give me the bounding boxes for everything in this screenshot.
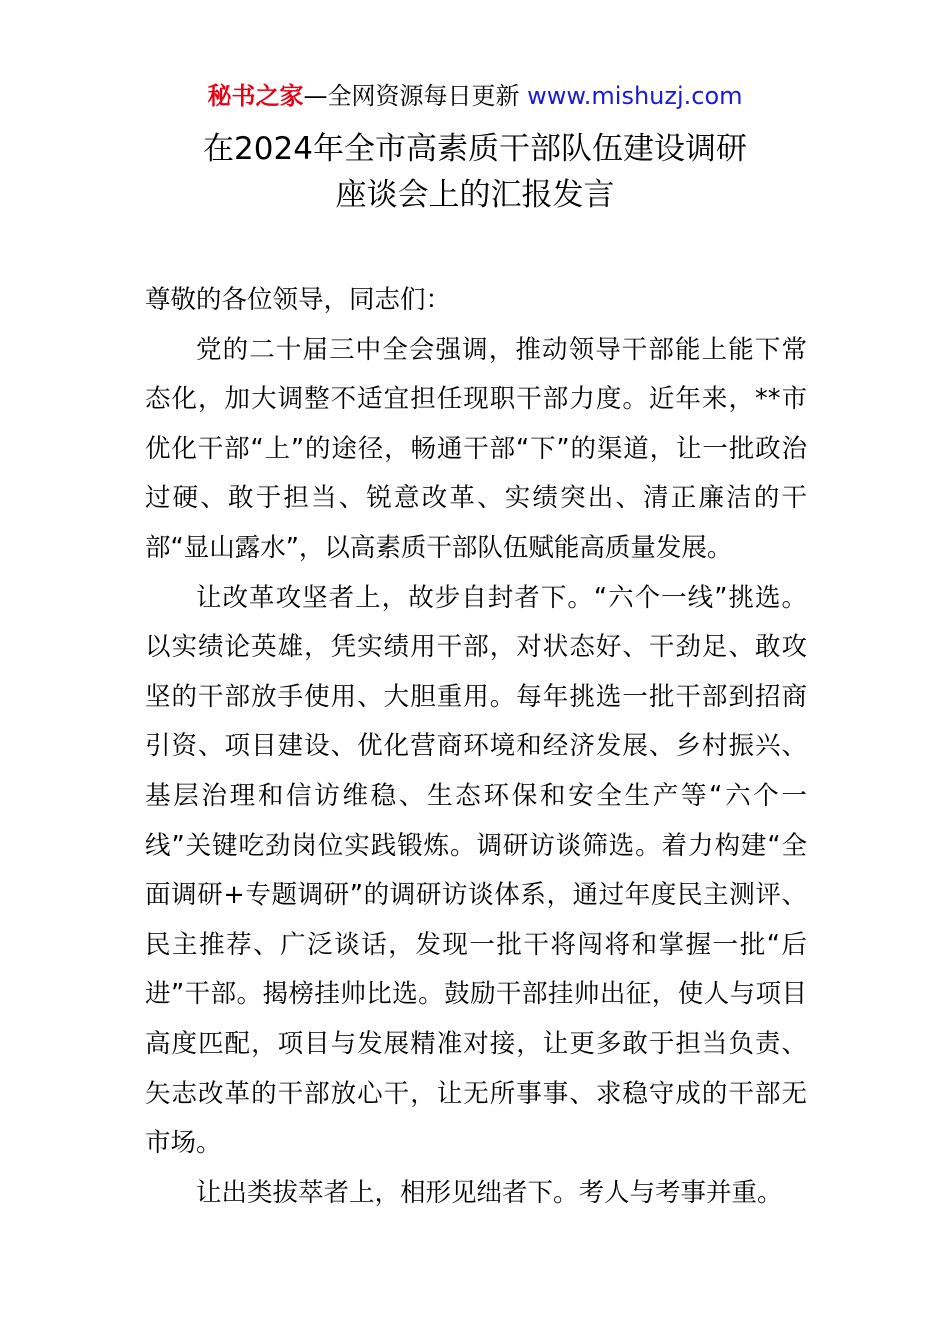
salutation: 尊敬的各位领导，同志们： [145, 285, 452, 315]
paragraph: 让出类拔萃者上，相形见绌者下。考人与考事并重。 [196, 1177, 783, 1208]
site-tagline: —全网资源每日更新 [303, 82, 520, 110]
title-line-2: 座谈会上的汇报发言 [335, 177, 615, 213]
brand-name: 秘书之家 [207, 82, 304, 110]
site-url-link[interactable]: www.mishuzj.com [527, 82, 743, 110]
paragraph: 让改革攻坚者上，故步自封者下。“六个一线”挑选。以实绩论英雄，凭实绩用干部，对状态好、干劲足、敢攻坚的干部放手使用、大胆重用。每年挑选一批干部到招商引资、项目建设、优化营商环境和经济发展、乡村振兴、基层治理和信访维稳、生态环保和安全生产等“六个一线”关键吃劲岗位实践锻炼。调研访谈筛选。着力构建“全面调研+专题调研”的调研访谈体系，通过年度民主测评、民主推荐、广泛谈话，发现一批干将闯将和掌握一批“后进”干部。揭榜挂帅比选。鼓励干部挂帅出征，使人与项目高度匹配，项目与发展精准对接，让更多敢于担当负责、矢志改革的干部放心干，让无所事事、求稳守成的干部无市场。 [145, 582, 807, 1159]
title-line-1: 在2024年全市高素质干部队伍建设调研 [203, 131, 747, 167]
paragraph: 党的二十届三中全会强调，推动领导干部能上能下常态化，加大调整不适宜担任现职干部力度。近年来，**市优化干部“上”的途径，畅通干部“下”的渠道，让一批政治过硬、敢于担当、锐意改革、实绩突出、清正廉洁的干部“显山露水”，以高素质干部队伍赋能高质量发展。 [145, 334, 807, 563]
site-header [0, 80, 950, 112]
document-body [145, 276, 807, 1218]
document-title [0, 126, 950, 218]
